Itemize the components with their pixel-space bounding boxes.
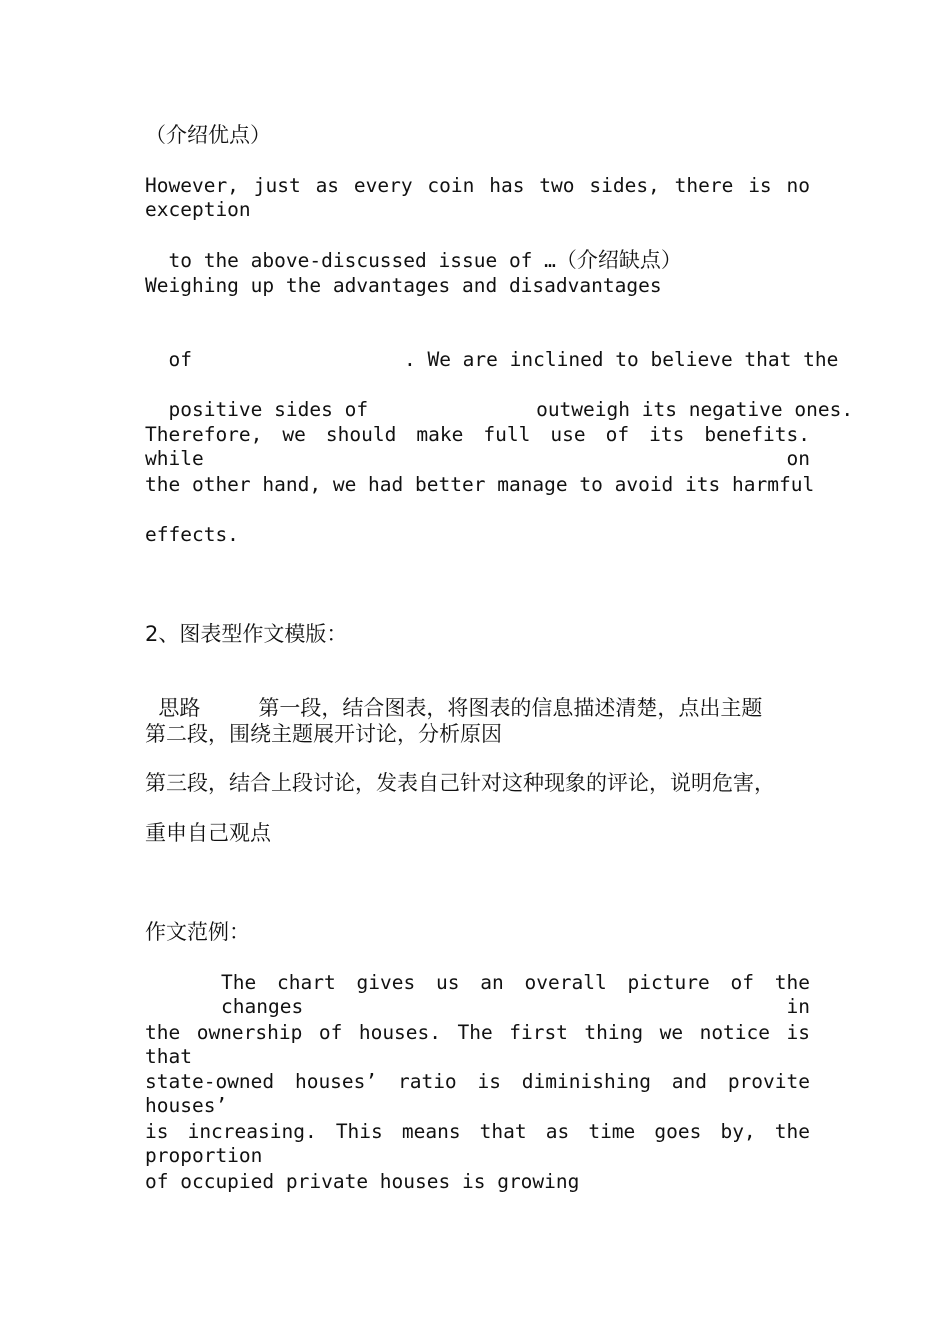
idea-paragraph-3-cont: 重申自己观点 — [145, 821, 271, 845]
text-fragment: positive sides of — [168, 398, 369, 421]
text-line: Therefore, we should make full use of its benefits. while on — [145, 423, 810, 470]
text-fragment: to the above-discussed issue of … — [168, 249, 556, 272]
text-line — [145, 224, 810, 273]
example-line: is increasing. This means that as time goes by, the proportion — [145, 1120, 810, 1167]
idea-label: 思路 — [158, 696, 201, 720]
text-line — [145, 324, 839, 372]
text-line: the other hand, we had better manage to avoid its harmful — [145, 473, 815, 496]
example-line: state-owned houses’ ratio is diminishing and provite houses’ — [145, 1070, 810, 1117]
example-line: of occupied private houses is growing — [145, 1170, 580, 1193]
idea-paragraph-3: 第三段，结合上段讨论，发表自己针对这种现象的评论，说明危害， — [145, 771, 775, 795]
example-line: The chart gives us an overall picture of the changes in — [221, 971, 810, 1018]
section-heading: 2、图表型作文模版： — [145, 622, 348, 646]
text-fragment: of — [168, 348, 192, 371]
text-line — [145, 374, 854, 422]
advantages-note: （介绍优点） — [145, 123, 271, 147]
text-fragment: . We are inclined to believe that the — [403, 348, 839, 371]
disadvantages-note: （介绍缺点） — [555, 248, 682, 272]
text-line: However, just as every coin has two sides, there is no exception — [145, 174, 810, 221]
text-line: effects. — [145, 523, 239, 546]
section-heading: 作文范例： — [145, 920, 250, 944]
idea-line — [145, 672, 810, 720]
text-fragment: outweigh its negative ones. — [536, 398, 854, 421]
example-line: the ownership of houses. The first thing we notice is that — [145, 1021, 810, 1068]
idea-paragraph-1: 第一段，结合图表，将图表的信息描述清楚，点出主题 — [258, 696, 763, 720]
idea-paragraph-2: 第二段，围绕主题展开讨论，分析原因 — [145, 722, 502, 746]
text-line: Weighing up the advantages and disadvantages — [145, 274, 662, 297]
